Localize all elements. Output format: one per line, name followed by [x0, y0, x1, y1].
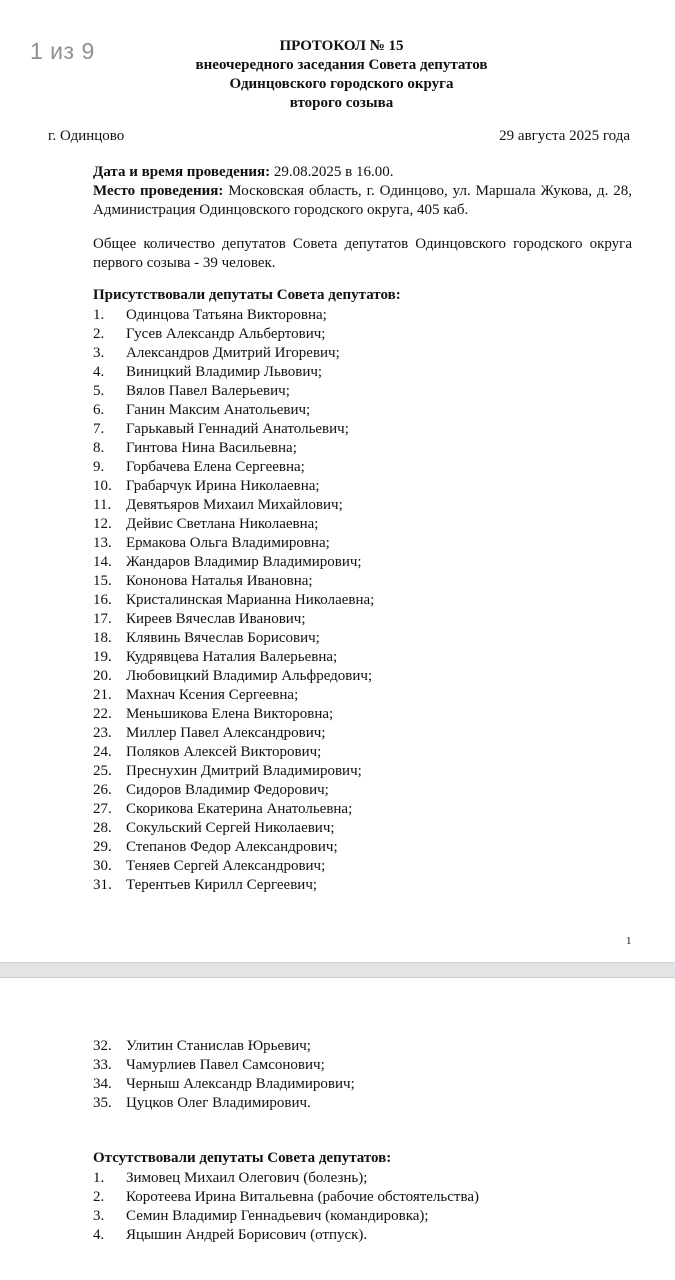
list-item [93, 477, 374, 496]
page-counter: 1 из 9 [30, 38, 95, 64]
datetime-value: 29.08.2025 в 16.00. [270, 164, 394, 180]
place-value: Московская область, г. Одинцово, ул. Маршала Жукова, д. 28, Администрация Одинцовского городского округа, 405 каб. [93, 183, 632, 218]
item-number: 1. [93, 307, 105, 323]
present-list-continued [93, 1037, 355, 1113]
list-item [93, 325, 374, 344]
item-number: 7. [93, 421, 105, 437]
place-label: Место проведения: [93, 183, 224, 199]
item-number: 3. [93, 1208, 105, 1224]
list-item [93, 572, 374, 591]
deputy-name: Виницкий Владимир Львович; [126, 364, 323, 380]
deputy-name: Махнач Ксения Сергеевна; [126, 687, 299, 703]
item-number: 15. [93, 573, 112, 589]
list-item [93, 724, 374, 743]
item-number: 11. [93, 497, 112, 513]
list-item [93, 838, 374, 857]
list-item [93, 705, 374, 724]
title-line-3: Одинцовского городского округа [229, 76, 454, 92]
list-item [93, 1169, 479, 1188]
list-item [93, 458, 374, 477]
document-page-2 [0, 978, 675, 1280]
deputy-name: Цуцков Олег Владимирович. [126, 1095, 311, 1111]
deputy-name: Ермакова Ольга Владимировна; [126, 535, 330, 551]
total-deputies [48, 235, 632, 273]
deputy-name: Зимовец Михаил Олегович (болезнь); [126, 1170, 368, 1186]
title-line-2: внеочередного заседания Совета депутатов [195, 57, 488, 73]
deputy-name: Ганин Максим Анатольевич; [126, 402, 311, 418]
list-item [93, 1094, 355, 1113]
list-item [93, 648, 374, 667]
list-item [93, 553, 374, 572]
list-item [93, 1056, 355, 1075]
item-number: 16. [93, 592, 112, 608]
deputy-name: Коротеева Ирина Витальевна (рабочие обстоятельства) [126, 1189, 480, 1205]
list-item [93, 1207, 479, 1226]
item-number: 26. [93, 782, 112, 798]
meeting-datetime [48, 163, 632, 182]
protocol-title [0, 37, 675, 113]
item-number: 21. [93, 687, 112, 703]
item-number: 17. [93, 611, 112, 627]
deputy-name: Девятьяров Михаил Михайлович; [126, 497, 343, 513]
list-item [93, 363, 374, 382]
item-number: 12. [93, 516, 112, 532]
item-number: 1. [93, 1170, 105, 1186]
list-item [93, 629, 374, 648]
deputy-name: Терентьев Кирилл Сергеевич; [126, 877, 318, 893]
deputy-name: Яцышин Андрей Борисович (отпуск). [126, 1227, 368, 1243]
item-number: 2. [93, 326, 105, 342]
deputy-name: Александров Дмитрий Игоревич; [126, 345, 340, 361]
deputy-name: Поляков Алексей Викторович; [126, 744, 322, 760]
page-number: 1 [626, 935, 632, 947]
total-deputies-text: Общее количество депутатов Совета депутатов Одинцовского городского округа первого созыва - 39 человек. [93, 236, 632, 271]
deputy-name: Семин Владимир Геннадьевич (командировка); [126, 1208, 429, 1224]
item-number: 33. [93, 1057, 112, 1073]
datetime-label: Дата и время проведения: [93, 164, 271, 180]
deputy-name: Вялов Павел Валерьевич; [126, 383, 290, 399]
document-date: 29 августа 2025 года [499, 128, 630, 144]
present-list [93, 306, 374, 895]
deputy-name: Миллер Павел Александрович; [126, 725, 326, 741]
item-number: 6. [93, 402, 105, 418]
deputy-name: Кононова Наталья Ивановна; [126, 573, 313, 589]
deputy-name: Чамурлиев Павел Самсонович; [126, 1057, 325, 1073]
list-item [93, 401, 374, 420]
deputy-name: Клявинь Вячеслав Борисович; [126, 630, 320, 646]
list-item [93, 610, 374, 629]
list-item [93, 382, 374, 401]
list-item [93, 819, 374, 838]
deputy-name: Меньшикова Елена Викторовна; [126, 706, 334, 722]
deputy-name: Горбачева Елена Сергеевна; [126, 459, 305, 475]
item-number: 34. [93, 1076, 112, 1092]
list-item [93, 1226, 479, 1245]
item-number: 30. [93, 858, 112, 874]
deputy-name: Сидоров Владимир Федорович; [126, 782, 329, 798]
list-item [93, 857, 374, 876]
list-item [93, 496, 374, 515]
item-number: 28. [93, 820, 112, 836]
list-item [93, 1075, 355, 1094]
deputy-name: Черныш Александр Владимирович; [126, 1076, 355, 1092]
item-number: 35. [93, 1095, 112, 1111]
item-number: 27. [93, 801, 112, 817]
meeting-info [48, 163, 632, 220]
deputy-name: Улитин Станислав Юрьевич; [126, 1038, 311, 1054]
deputy-name: Любовицкий Владимир Альфредович; [126, 668, 373, 684]
item-number: 32. [93, 1038, 112, 1054]
deputy-name: Кудрявцева Наталия Валерьевна; [126, 649, 338, 665]
item-number: 19. [93, 649, 112, 665]
deputy-name: Степанов Федор Александрович; [126, 839, 338, 855]
deputy-name: Грабарчук Ирина Николаевна; [126, 478, 320, 494]
list-item [93, 762, 374, 781]
absent-list [93, 1169, 479, 1245]
item-number: 4. [93, 1227, 105, 1243]
item-number: 5. [93, 383, 105, 399]
absent-heading: Отсутствовали депутаты Совета депутатов: [93, 1150, 392, 1166]
item-number: 24. [93, 744, 112, 760]
list-item [93, 439, 374, 458]
item-number: 2. [93, 1189, 105, 1205]
list-item [93, 534, 374, 553]
item-number: 9. [93, 459, 105, 475]
list-item [93, 667, 374, 686]
list-item [93, 876, 374, 895]
deputy-name: Гинтова Нина Васильевна; [126, 440, 297, 456]
item-number: 23. [93, 725, 112, 741]
list-item [93, 781, 374, 800]
item-number: 18. [93, 630, 112, 646]
present-heading: Присутствовали депутаты Совета депутатов: [93, 287, 401, 303]
deputy-name: Гарькавый Геннадий Анатольевич; [126, 421, 349, 437]
item-number: 4. [93, 364, 105, 380]
deputy-name: Жандаров Владимир Владимирович; [126, 554, 362, 570]
page-separator [0, 962, 675, 978]
city: г. Одинцово [48, 128, 125, 144]
deputy-name: Преснухин Дмитрий Владимирович; [126, 763, 362, 779]
deputy-name: Киреев Вячеслав Иванович; [126, 611, 306, 627]
deputy-name: Скорикова Екатерина Анатольевна; [126, 801, 353, 817]
list-item [93, 306, 374, 325]
deputy-name: Кристалинская Марианна Николаевна; [126, 592, 375, 608]
item-number: 29. [93, 839, 112, 855]
meeting-place [48, 182, 632, 220]
list-item [93, 743, 374, 762]
list-item [93, 800, 374, 819]
item-number: 25. [93, 763, 112, 779]
list-item [93, 515, 374, 534]
item-number: 20. [93, 668, 112, 684]
item-number: 13. [93, 535, 112, 551]
list-item [93, 344, 374, 363]
list-item [93, 420, 374, 439]
item-number: 10. [93, 478, 112, 494]
list-item [93, 686, 374, 705]
item-number: 3. [93, 345, 105, 361]
item-number: 31. [93, 877, 112, 893]
deputy-name: Сокульский Сергей Николаевич; [126, 820, 335, 836]
deputy-name: Дейвис Светлана Николаевна; [126, 516, 319, 532]
deputy-name: Одинцова Татьяна Викторовна; [126, 307, 327, 323]
title-line-1: ПРОТОКОЛ № 15 [279, 38, 404, 54]
item-number: 8. [93, 440, 105, 456]
title-line-4: второго созыва [289, 95, 394, 111]
deputy-name: Теняев Сергей Александрович; [126, 858, 326, 874]
deputy-name: Гусев Александр Альбертович; [126, 326, 326, 342]
item-number: 14. [93, 554, 112, 570]
item-number: 22. [93, 706, 112, 722]
list-item [93, 1037, 355, 1056]
list-item [93, 591, 374, 610]
list-item [93, 1188, 479, 1207]
